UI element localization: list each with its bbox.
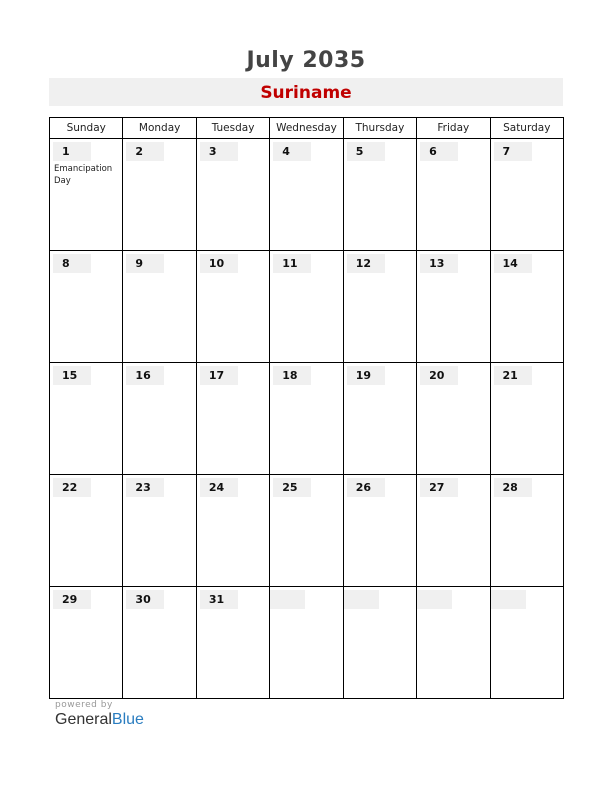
day-number: 4 <box>273 142 311 161</box>
calendar-grid <box>49 117 564 699</box>
day-number: 8 <box>53 254 91 273</box>
day-cell[interactable] <box>417 363 490 475</box>
day-cell[interactable] <box>490 139 563 251</box>
day-number: 10 <box>200 254 238 273</box>
day-cell[interactable] <box>270 475 343 587</box>
day-number: 15 <box>53 366 91 385</box>
day-number: 7 <box>494 142 532 161</box>
day-cell[interactable] <box>343 587 416 699</box>
day-number: 1 <box>53 142 91 161</box>
day-cell[interactable] <box>417 587 490 699</box>
calendar-body <box>50 139 564 699</box>
weekday-header-row <box>50 118 564 139</box>
day-cell[interactable] <box>50 363 123 475</box>
day-cell[interactable] <box>490 363 563 475</box>
day-cell[interactable] <box>270 587 343 699</box>
day-number: 21 <box>494 366 532 385</box>
day-number: 23 <box>126 478 164 497</box>
day-number: 22 <box>53 478 91 497</box>
day-number: 16 <box>126 366 164 385</box>
day-number: 13 <box>420 254 458 273</box>
day-cell[interactable] <box>343 475 416 587</box>
day-cell[interactable] <box>417 139 490 251</box>
country-name: Suriname <box>260 83 352 103</box>
day-number: 29 <box>53 590 91 609</box>
day-number <box>344 590 379 609</box>
day-cell[interactable] <box>196 363 269 475</box>
day-number: 25 <box>273 478 311 497</box>
weekday-header-thursday: Thursday <box>343 118 416 139</box>
day-cell[interactable] <box>50 251 123 363</box>
day-number: 28 <box>494 478 532 497</box>
day-cell[interactable] <box>343 363 416 475</box>
day-cell[interactable] <box>490 475 563 587</box>
day-cell[interactable] <box>50 475 123 587</box>
day-number: 14 <box>494 254 532 273</box>
day-number: 11 <box>273 254 311 273</box>
weekday-header-wednesday: Wednesday <box>270 118 343 139</box>
day-number: 9 <box>126 254 164 273</box>
day-number: 2 <box>126 142 164 161</box>
day-number: 26 <box>347 478 385 497</box>
day-cell[interactable] <box>196 251 269 363</box>
day-cell[interactable] <box>270 139 343 251</box>
day-number: 31 <box>200 590 238 609</box>
day-number: 3 <box>200 142 238 161</box>
footer-branding <box>55 700 144 729</box>
powered-by-text: powered by <box>55 700 113 710</box>
calendar-title: July 2035 <box>246 48 366 73</box>
generalblue-logo[interactable] <box>55 711 144 729</box>
day-number: 12 <box>347 254 385 273</box>
weekday-header-saturday: Saturday <box>490 118 563 139</box>
day-cell[interactable] <box>123 139 196 251</box>
day-cell[interactable] <box>270 251 343 363</box>
day-cell[interactable] <box>417 475 490 587</box>
day-cell[interactable] <box>343 139 416 251</box>
day-cell[interactable] <box>490 251 563 363</box>
week-row <box>50 251 564 363</box>
week-row <box>50 139 564 251</box>
day-number: 24 <box>200 478 238 497</box>
day-cell[interactable] <box>270 363 343 475</box>
weekday-header-monday: Monday <box>123 118 196 139</box>
weekday-header-tuesday: Tuesday <box>196 118 269 139</box>
day-number: 30 <box>126 590 164 609</box>
logo-blue-text: Blue <box>111 711 144 728</box>
day-cell[interactable] <box>343 251 416 363</box>
day-cell[interactable] <box>196 587 269 699</box>
day-number: 19 <box>347 366 385 385</box>
day-cell[interactable] <box>417 251 490 363</box>
logo-general-text: General <box>55 711 112 728</box>
day-number <box>417 590 452 609</box>
weekday-header-sunday: Sunday <box>50 118 123 139</box>
day-cell[interactable] <box>50 139 123 251</box>
day-number <box>270 590 305 609</box>
day-number: 20 <box>420 366 458 385</box>
day-number: 18 <box>273 366 311 385</box>
day-cell[interactable] <box>123 251 196 363</box>
day-cell[interactable] <box>196 139 269 251</box>
weekday-header-friday: Friday <box>417 118 490 139</box>
day-number: 6 <box>420 142 458 161</box>
day-number <box>491 590 526 609</box>
day-cell[interactable] <box>123 587 196 699</box>
day-cell[interactable] <box>196 475 269 587</box>
day-cell[interactable] <box>123 475 196 587</box>
day-cell[interactable] <box>490 587 563 699</box>
day-number: 5 <box>347 142 385 161</box>
day-number: 17 <box>200 366 238 385</box>
day-cell[interactable] <box>50 587 123 699</box>
holiday-label: Emancipation Day <box>54 164 113 186</box>
week-row <box>50 475 564 587</box>
day-cell[interactable] <box>123 363 196 475</box>
week-row <box>50 363 564 475</box>
day-number: 27 <box>420 478 458 497</box>
week-row <box>50 587 564 699</box>
country-banner <box>49 78 563 106</box>
